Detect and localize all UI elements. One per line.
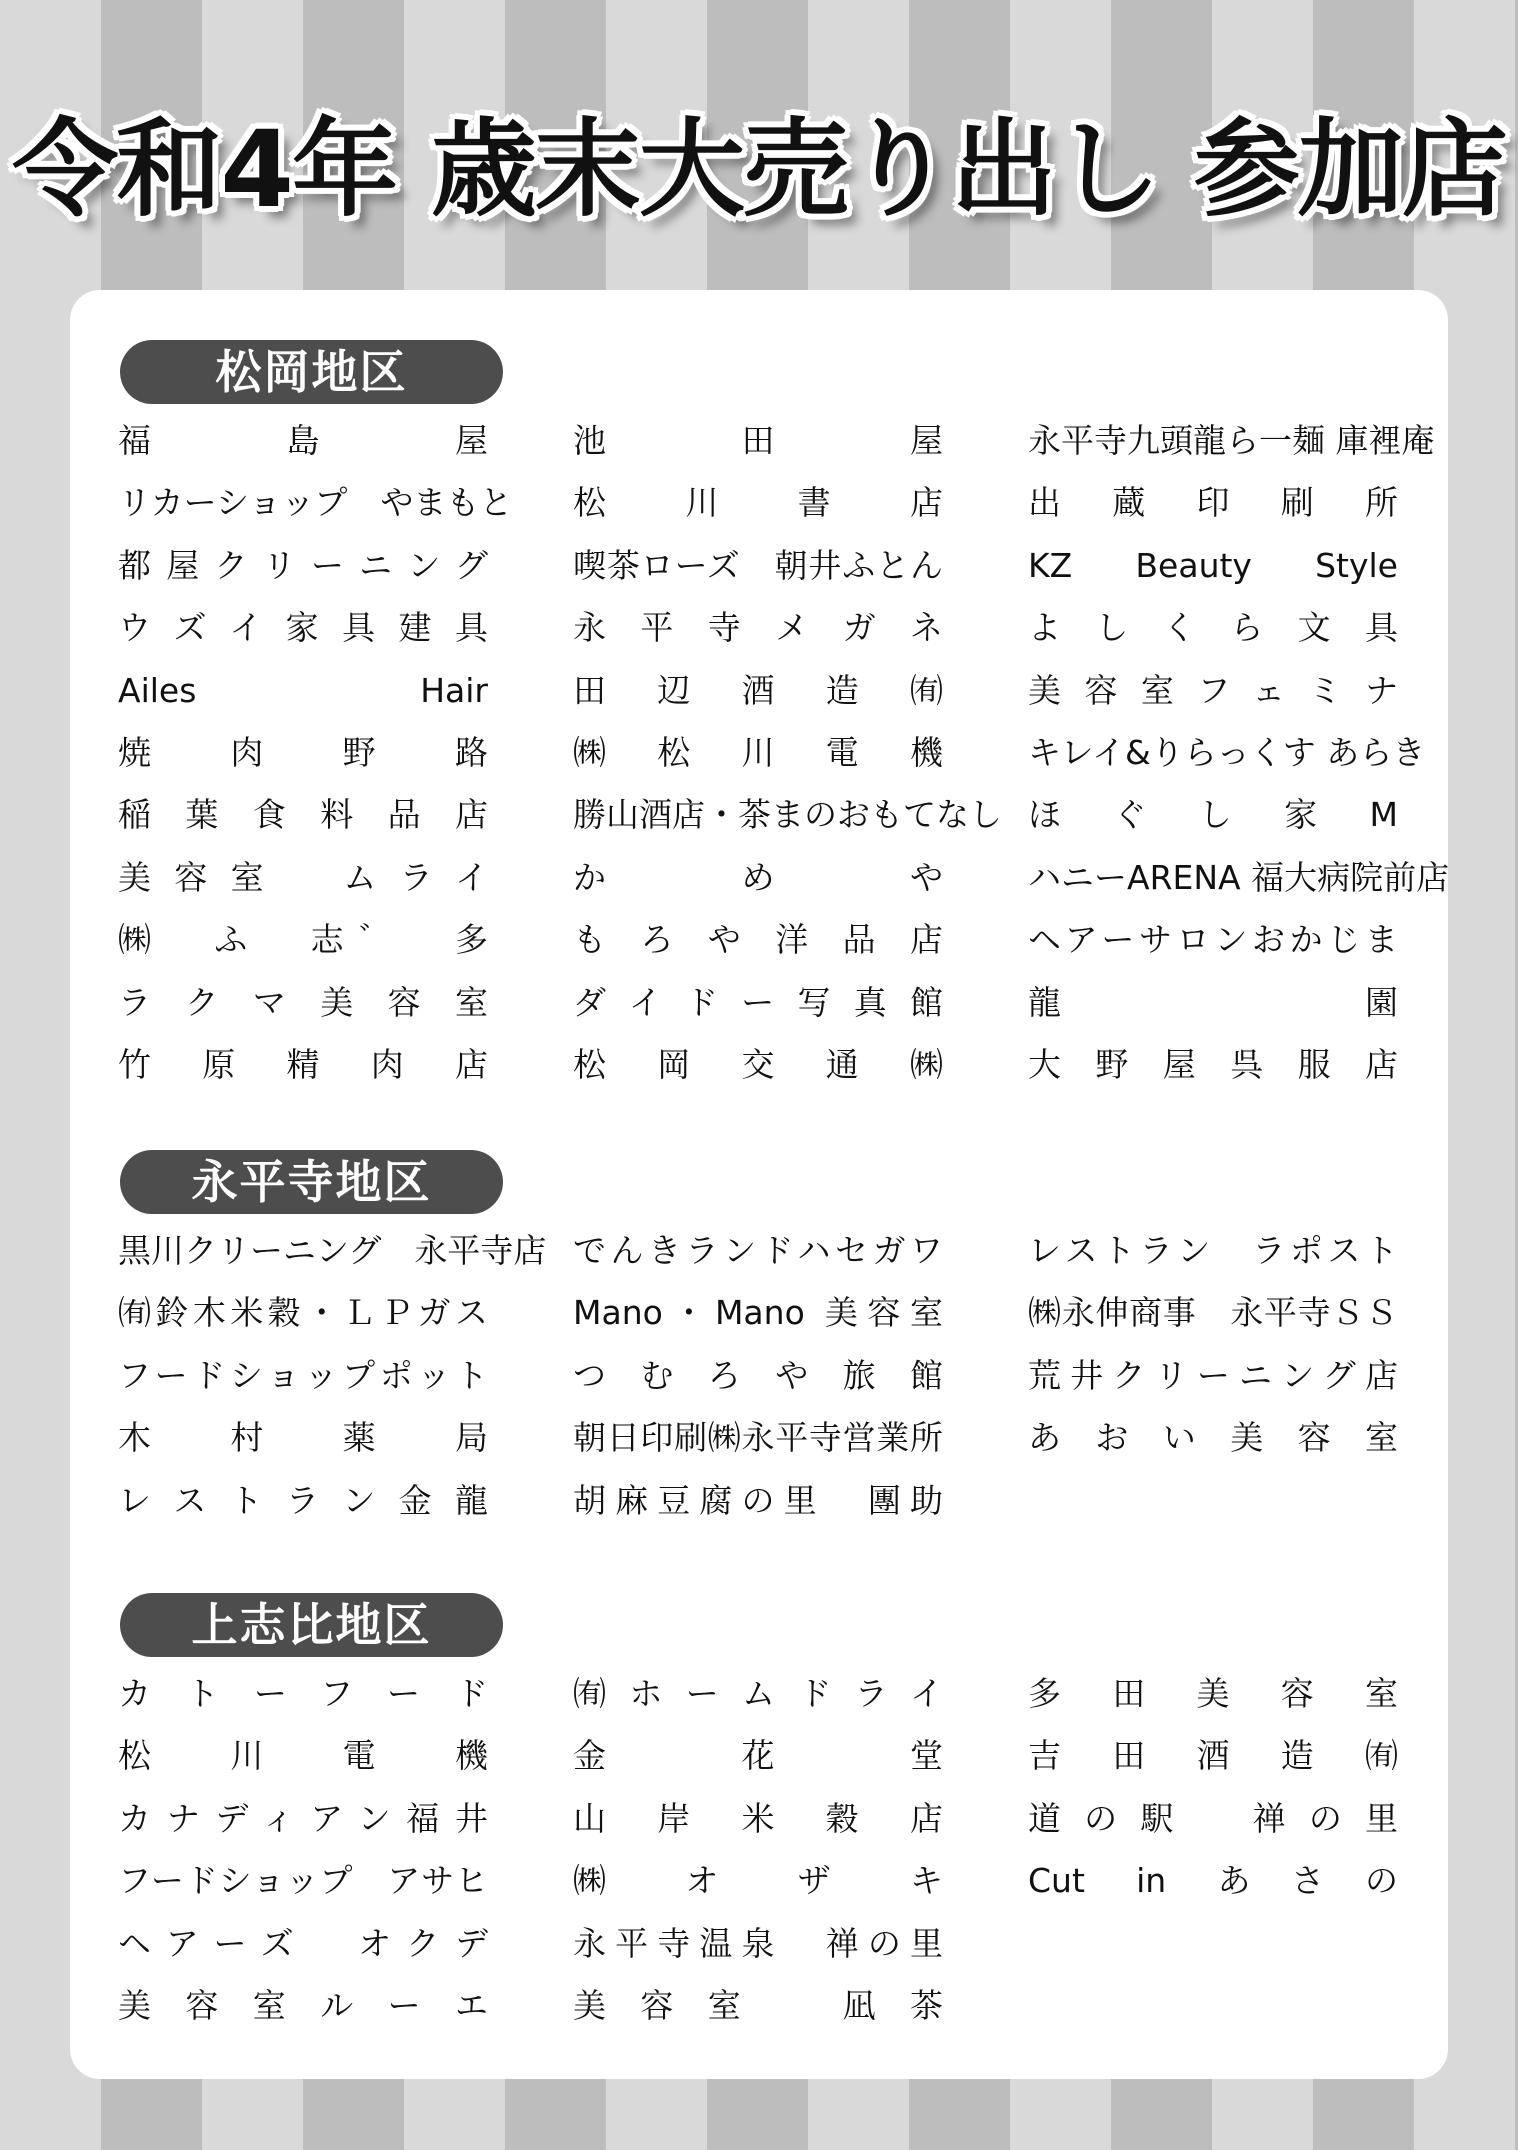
store-entry: 美容室ルーエ: [118, 1985, 488, 2025]
store-column: [118, 1663, 488, 2037]
store-entry: ハニーARENA 福大病院前店: [1028, 857, 1450, 897]
store-entry: Ailes Hair: [118, 670, 488, 710]
store-column: [1028, 1663, 1398, 1913]
store-entry: 多田美容室: [1028, 1674, 1398, 1713]
store-entry: ㈲鈴木米穀・ＬＰガス: [118, 1293, 488, 1333]
store-entry: Cut in あさの: [1028, 1861, 1398, 1901]
store-entry: 喫茶ローズ 朝井ふとん: [573, 545, 943, 585]
store-list-panel: [70, 290, 1448, 2079]
store-entry: 美容室 ムライ: [118, 857, 488, 897]
store-entry: 朝日印刷㈱永平寺営業所: [573, 1418, 943, 1458]
section-heading: 上志比地区: [120, 1593, 503, 1657]
store-entry: 胡麻豆腐の里 團助: [573, 1480, 943, 1520]
store-entry: 黒川クリーニング 永平寺店: [118, 1231, 547, 1270]
store-column: [118, 1220, 547, 1532]
store-entry: ㈱ ふ 志゛ 多: [118, 920, 488, 960]
store-entry: 松 川 電 機: [118, 1736, 488, 1776]
store-entry: 大野屋呉服店: [1028, 1044, 1398, 1084]
store-entry: 美容室フェミナ: [1028, 670, 1398, 710]
store-entry: あおい美容室: [1028, 1418, 1398, 1458]
store-entry: カトーフード: [118, 1674, 488, 1713]
store-entry: でんきランドハセガワ: [573, 1231, 943, 1270]
store-entry: レストラン金龍: [118, 1480, 488, 1520]
store-entry: つむろや旅館: [573, 1355, 943, 1395]
store-entry: 出 蔵 印 刷 所: [1028, 483, 1398, 523]
store-column: [573, 1663, 943, 2037]
store-entry: 稲葉食料品店: [118, 795, 488, 835]
store-entry: 松岡交通㈱: [573, 1044, 943, 1084]
store-column: [1028, 1220, 1398, 1470]
store-entry: 焼 肉 野 路: [118, 732, 488, 772]
store-entry: ㈱松川電機: [573, 732, 943, 772]
store-entry: 竹原精肉店: [118, 1044, 488, 1084]
store-entry: フードショップ アサヒ: [118, 1861, 488, 1901]
store-entry: Mano・Mano 美容室: [573, 1293, 943, 1333]
store-entry: 道の駅 禅の里: [1028, 1798, 1398, 1838]
page-title: 令和4年 歳末大売り出し 参加店: [12, 108, 1506, 231]
store-entry: 勝山酒店・茶まのおもてなし: [573, 795, 1002, 835]
store-entry: レストラン ラポスト: [1028, 1231, 1398, 1270]
store-entry: 永平寺九頭龍ら一麺 庫裡庵: [1028, 421, 1435, 460]
store-column: [573, 1220, 943, 1532]
store-entry: KZ Beauty Style: [1028, 545, 1398, 585]
store-entry: リカーショップ やまもと: [118, 483, 513, 523]
store-column: [573, 410, 1002, 1096]
store-entry: よしくら文具: [1028, 608, 1398, 648]
store-entry: カナディアン福井: [118, 1798, 488, 1838]
store-entry: ㈱永伸商事 永平寺ＳＳ: [1028, 1293, 1398, 1333]
store-entry: か め や: [573, 857, 943, 897]
store-entry: ㈱ オ ザ キ: [573, 1861, 943, 1901]
store-entry: ヘアーサロンおかじま: [1028, 920, 1398, 960]
store-entry: 龍 園: [1028, 982, 1398, 1022]
store-entry: 荒井クリーニング店: [1028, 1355, 1398, 1395]
store-entry: 都屋クリーニング: [118, 545, 488, 585]
store-entry: 池 田 屋: [573, 421, 943, 460]
section-heading: 松岡地区: [120, 340, 503, 404]
store-entry: ウズイ家具建具: [118, 608, 488, 648]
store-entry: ㈲ホームドライ: [573, 1674, 943, 1713]
store-column: [118, 410, 513, 1096]
store-entry: ラクマ美容室: [118, 982, 488, 1022]
store-entry: 永平寺メガネ: [573, 608, 943, 648]
store-entry: もろや洋品店: [573, 920, 943, 960]
store-entry: フードショップポット: [118, 1355, 488, 1395]
store-entry: 永平寺温泉 禅の里: [573, 1923, 943, 1963]
section-heading: 永平寺地区: [120, 1150, 503, 1214]
store-entry: ヘアーズ オクデ: [118, 1923, 488, 1963]
store-entry: 吉田酒造㈲: [1028, 1736, 1398, 1776]
store-entry: 金 花 堂: [573, 1736, 943, 1776]
store-entry: 木 村 薬 局: [118, 1418, 488, 1458]
store-entry: 田辺酒造㈲: [573, 670, 943, 710]
store-column: [1028, 410, 1450, 1096]
store-entry: 山岸米穀店: [573, 1798, 943, 1838]
store-entry: ほ ぐ し 家 M: [1028, 795, 1398, 835]
store-entry: 美容室 凪茶: [573, 1985, 943, 2025]
store-entry: ダイドー写真館: [573, 982, 943, 1022]
store-entry: 松 川 書 店: [573, 483, 943, 523]
store-entry: キレイ&りらっくす あらき: [1028, 732, 1426, 772]
store-entry: 福 島 屋: [118, 421, 488, 460]
